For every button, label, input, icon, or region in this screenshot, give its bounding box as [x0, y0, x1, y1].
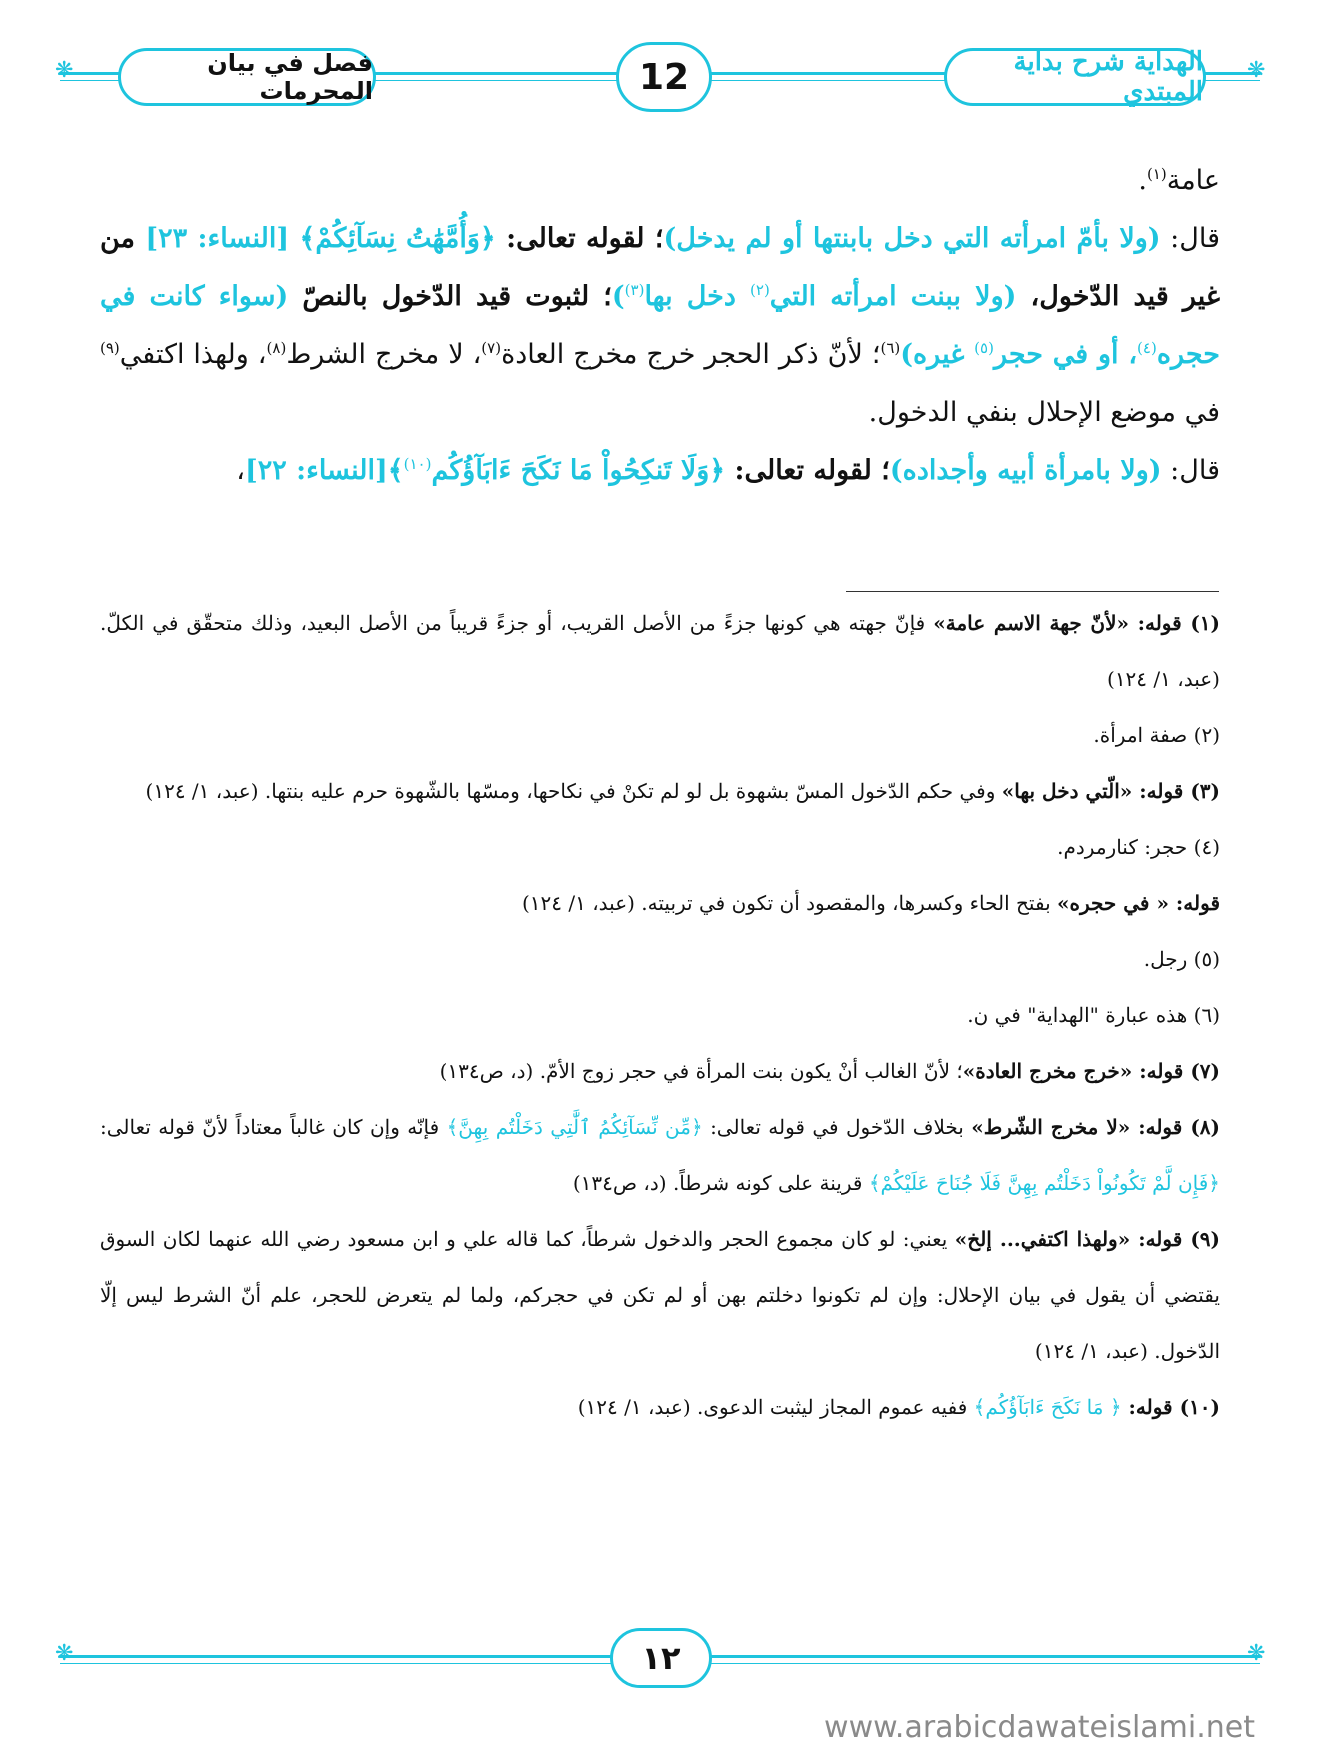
footnote-label: (٨) قوله: «لا مخرج الشّرط»: [971, 1115, 1220, 1139]
footnote-1: [100, 595, 1220, 707]
footnote-text: (٦) هذه عبارة "الهداية" في ن.: [967, 1003, 1220, 1027]
matn-text: (سواء كانت في حجره: [100, 281, 1220, 370]
matn-text: دخل بها: [644, 281, 751, 312]
text-span: .: [1138, 165, 1147, 196]
book-title-box: [944, 48, 1206, 106]
footnote-text: (٤) حجر: كنارمردم.: [1057, 835, 1220, 859]
footer-page-number-box: [610, 1628, 712, 1688]
matn-text: (ولا ببنت امرأته التي: [769, 281, 1017, 312]
footnote-text: بفتح الحاء وكسرها، والمقصود أن تكون في تربيته. (عبد، ١/ ١٢٤): [521, 891, 1057, 915]
footnote-2: [100, 707, 1220, 763]
footnote-7: [100, 1043, 1220, 1099]
text-span: ؛ لثبوت قيد الدّخول بالنصّ: [288, 281, 612, 312]
quran-verse: ﴿فَإِن لَّمْ تَكُونُواْ دَخَلْتُم بِهِنَّ فَلَا جُنَاحَ عَلَيْكُمْ﴾: [868, 1171, 1220, 1195]
qal-label: قال:: [1161, 455, 1220, 486]
footnote-label: قوله: « في حجره»: [1057, 891, 1220, 915]
footnote-ref: (٤): [1137, 339, 1157, 357]
footer-ornament-left-icon: ❋: [55, 1641, 74, 1666]
footnote-label: (٣) قوله: «الّتي دخل بها»: [1001, 779, 1220, 803]
footnote-text: يعني: لو كان مجموع الحجر والدخول شرطاً، كما قاله علي و ابن مسعود رضي الله عنهما لكان السوق يقتضي أن يقول في بيان الإحلال: وإن لم تكونوا دخلتم بهن أو لم تكن في حجركم، ولما لم يتعرض للحجر، علم أنّ الشرط ليس إلّا الدّخول. (عبد، ١/ ١٢٤): [100, 1227, 1220, 1363]
footnote-3: [100, 763, 1220, 819]
footnote-ref: (٣): [624, 281, 645, 299]
footnote-ref: (١٠): [403, 455, 432, 473]
text-span: ؛ لقوله تعالى:: [495, 223, 664, 254]
footnote-text: فإنّ جهته هي كونها جزءً من الأصل القريب، أو جزءً قريباً من الأصل البعيد، وذلك متحقّق في الكلّ. (عبد، ١/ ١٢٤): [100, 611, 1220, 691]
footnote-6: [100, 987, 1220, 1043]
footnote-text: ؛ لأنّ الغالب أنْ يكون بنت المرأة في حجر زوج الأمّ. (د، ص١٣٤): [439, 1059, 963, 1083]
footnote-ref: (١): [1146, 165, 1167, 183]
footnote-text: قرينة على كونه شرطاً. (د، ص١٣٤): [572, 1171, 869, 1195]
footnote-10: [100, 1379, 1220, 1435]
footnote-text: بخلاف الدّخول في قوله تعالى:: [702, 1115, 972, 1139]
qal-label: قال:: [1160, 223, 1220, 254]
text-span: من غير قيد الدّخول،: [100, 223, 1220, 312]
quran-verse: ﴿وَلَا تَنكِحُواْ مَا نَكَحَ ءَابَآؤُكُم: [431, 455, 726, 486]
footnote-label: (٩) قوله: «ولهذا اكتفي... إلخ»: [954, 1227, 1220, 1251]
quran-verse: ﴾[النساء: ٢٢]: [244, 455, 404, 486]
page-number-box: [616, 42, 712, 112]
footnote-ref: (٧): [481, 339, 502, 357]
book-title: الهداية شرح بداية المبتدي: [1013, 47, 1203, 107]
header-page-number: 12: [638, 56, 690, 98]
footnote-5: [100, 931, 1220, 987]
footnote-8: [100, 1099, 1220, 1211]
footnote-text: وفي حكم الدّخول المسّ بشهوة بل لو لم تكنْ في نكاحها، ومسّها بالشّهوة حرم عليه بنتها. (عبد، ١/ ١٢٤): [145, 779, 1002, 803]
footnote-4b: [100, 875, 1220, 931]
matn-text: (ولا بامرأة أبيه وأجداده): [889, 455, 1162, 486]
header-ornament-right-icon: ❋: [1247, 58, 1266, 83]
footnote-text: ففيه عموم المجاز ليثبت الدعوى. (عبد، ١/ ١٢٤): [577, 1395, 974, 1419]
footnote-ref: (٦): [880, 339, 901, 357]
matn-text: غيره): [900, 339, 975, 370]
footnote-ref: (٩): [100, 339, 120, 357]
footer-page-number: ١٢: [641, 1639, 681, 1677]
footnote-text: فإنّه وإن كان غالباً معتاداً لأنّ قوله تعالى:: [100, 1115, 447, 1139]
footnote-text: (٥) رجل.: [1143, 947, 1220, 971]
main-text: [100, 152, 1220, 500]
footer-ornament-right-icon: ❋: [1247, 1641, 1266, 1666]
footnote-label: (١٠) قوله:: [1121, 1395, 1220, 1419]
paragraph-2: [100, 210, 1220, 442]
footnote-ref: (٢): [750, 281, 770, 299]
footnote-4: [100, 819, 1220, 875]
quran-verse: ﴿وَأُمَّهَٰتُ نِسَآئِكُمْ﴾ [النساء: ٢٣]: [145, 223, 496, 254]
text-span: عامة: [1166, 165, 1220, 196]
text-span: ،: [236, 455, 245, 486]
quran-verse: ﴿مِّن نِّسَآئِكُمُ ٱلَّٰتِي دَخَلْتُم بِهِنَّ﴾: [446, 1115, 703, 1139]
footnote-label: (٧) قوله: «خرج مخرج العادة»: [962, 1059, 1220, 1083]
footnote-ref: (٥): [974, 339, 994, 357]
footnote-text: (٢) صفة امرأة.: [1093, 723, 1220, 747]
footnote-label: (١) قوله: «لأنّ جهة الاسم عامة»: [933, 611, 1220, 635]
quran-verse: ﴿ مَا نَكَحَ ءَابَآؤُكُم﴾: [973, 1395, 1122, 1419]
chapter-title: فصل في بيان المحرمات: [207, 49, 373, 105]
matn-text: (ولا بأمّ امرأته التي دخل بابنتها أو لم يدخل): [663, 223, 1161, 254]
header-ornament-left-icon: ❋: [55, 58, 74, 83]
website-url: www.arabicdawateislami.net: [824, 1710, 1255, 1745]
text-span: في موضع الإحلال بنفي الدخول.: [868, 397, 1220, 428]
footnote-ref: (٨): [266, 339, 287, 357]
footnote-separator: [846, 591, 1219, 592]
matn-text: ، أو في حجر: [993, 339, 1138, 370]
text-span: ، ولهذا اكتفي: [119, 339, 267, 370]
paragraph-3: [100, 442, 1220, 500]
chapter-title-box: [118, 48, 376, 106]
paragraph-1: [100, 152, 1220, 210]
footnote-9: [100, 1211, 1220, 1379]
text-span: ، لا مخرج الشرط: [286, 339, 482, 370]
text-span: ؛ لأنّ ذكر الحجر خرج مخرج العادة: [501, 339, 881, 370]
footnotes: [100, 595, 1220, 1435]
matn-text: ): [611, 281, 625, 312]
text-span: ؛ لقوله تعالى:: [725, 455, 890, 486]
